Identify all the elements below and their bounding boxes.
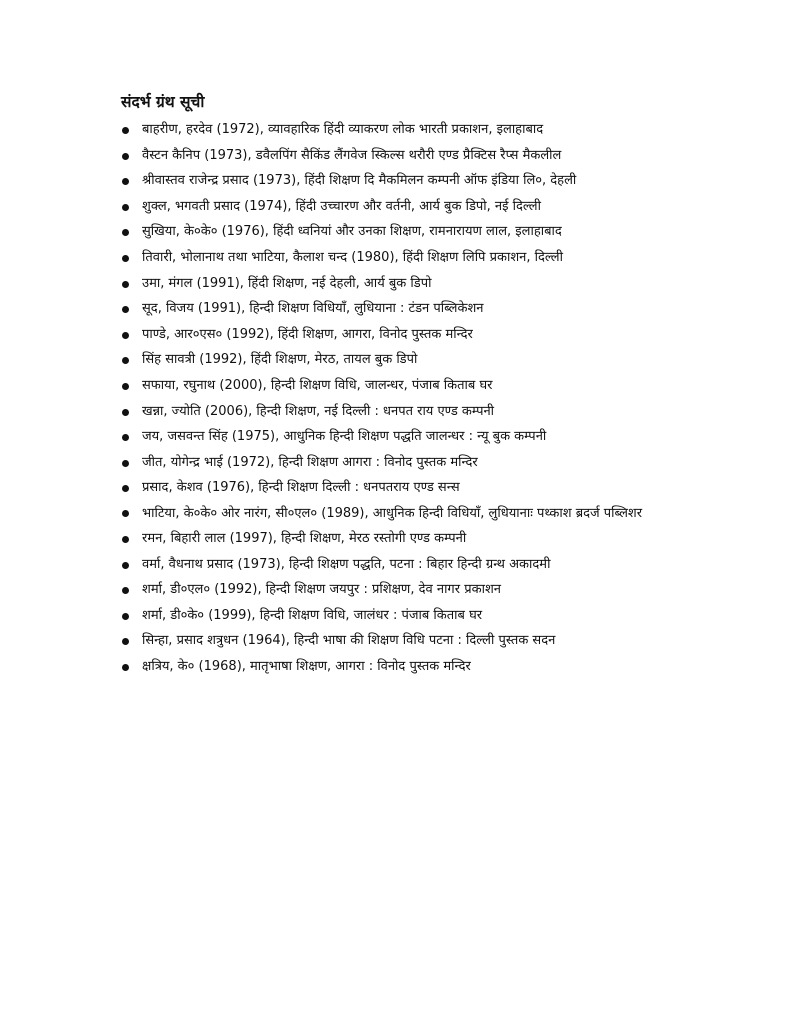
reference-text: बाहरीण, हरदेव (1972), व्यावहारिक हिंदी व्याकरण लोक भारती प्रकाशन, इलाहाबाद bbox=[142, 122, 544, 137]
reference-text: शर्मा, डी०एल० (1992), हिन्दी शिक्षण जयपुर : प्रशिक्षण, देव नागर प्रकाशन bbox=[142, 582, 502, 598]
reference-text: खन्ना, ज्योति (2006), हिन्दी शिक्षण, नई दिल्ली : धनपत राय एण्ड कम्पनी bbox=[142, 403, 495, 419]
reference-text: क्षत्रिय, के० (1968), मातृभाषा शिक्षण, आगरा : विनोद पुस्तक मन्दिर bbox=[142, 658, 471, 674]
reference-text: प्रसाद, केशव (1976), हिन्दी शिक्षण दिल्ली : धनपतराय एण्ड सन्स bbox=[142, 480, 460, 496]
reference-text: सफाया, रघुनाथ (2000), हिन्दी शिक्षण विधि, जालन्धर, पंजाब किताब घर bbox=[142, 377, 493, 393]
reference-text: वैस्टन कैनिप (1973), डवैलपिंग सैकिंड लैंगवेज स्किल्स थरौरी एण्ड प्रैक्टिस रैप्स मैकलील bbox=[142, 147, 562, 163]
reference-text: जीत, योगेन्द्र भाई (1972), हिन्दी शिक्षण आगरा : विनोद पुस्तक मन्दिर bbox=[142, 454, 478, 470]
reference-text: पाण्डे, आर०एस० (1992), हिंदी शिक्षण, आगरा, विनोद पुस्तक मन्दिर bbox=[142, 326, 473, 342]
bullet-icon bbox=[122, 536, 129, 543]
reference-item bbox=[121, 577, 721, 603]
reference-item bbox=[121, 219, 721, 245]
reference-item bbox=[121, 526, 721, 552]
reference-item bbox=[121, 245, 721, 271]
reference-item bbox=[121, 322, 721, 348]
reference-text: सूद, विजय (1991), हिन्दी शिक्षण विधियाँ, लुधियाना : टंडन पब्लिकेशन bbox=[142, 301, 484, 317]
reference-text: श्रीवास्तव राजेन्द्र प्रसाद (1973), हिंदी शिक्षण दि मैकमिलन कम्पनी ऑफ इंडिया लि०, देहली bbox=[142, 173, 577, 189]
reference-text: सिन्हा, प्रसाद शत्रुधन (1964), हिन्दी भाषा की शिक्षण विधि पटना : दिल्ली पुस्तक सदन bbox=[142, 633, 556, 649]
reference-text: तिवारी, भोलानाथ तथा भाटिया, कैलाश चन्द (1980), हिंदी शिक्षण लिपि प्रकाशन, दिल्ली bbox=[142, 249, 563, 265]
reference-item bbox=[121, 654, 721, 680]
reference-text: शुक्ल, भगवती प्रसाद (1974), हिंदी उच्चारण और वर्तनी, आर्य बुक डिपो, नई दिल्ली bbox=[142, 198, 541, 214]
bullet-icon bbox=[122, 306, 129, 313]
reference-item bbox=[121, 450, 721, 476]
reference-item bbox=[121, 552, 721, 578]
bullet-icon bbox=[122, 613, 129, 620]
bullet-icon bbox=[122, 638, 129, 645]
bullet-icon bbox=[122, 587, 129, 594]
reference-item bbox=[121, 194, 721, 220]
bullet-icon bbox=[122, 204, 129, 211]
bullet-icon bbox=[122, 332, 129, 339]
bullet-icon bbox=[122, 357, 129, 364]
reference-item bbox=[121, 399, 721, 425]
reference-text: जय, जसवन्त सिंह (1975), आधुनिक हिन्दी शिक्षण पद्धति जालन्धर : न्यू बुक कम्पनी bbox=[142, 429, 547, 445]
reference-text: रमन, बिहारी लाल (1997), हिन्दी शिक्षण, मेरठ रस्तोगी एण्ड कम्पनी bbox=[142, 530, 467, 546]
reference-list bbox=[121, 117, 721, 679]
reference-text: भाटिया, के०के० ओर नारंग, सी०एल० (1989), आधुनिक हिन्दी विधियाँ, लुधियानाः पथ्काश ब्रदर्ज पब्लिशर bbox=[142, 505, 643, 521]
reference-text: सिंह सावत्री (1992), हिंदी शिक्षण, मेरठ, तायल बुक डिपो bbox=[142, 352, 418, 368]
bullet-icon bbox=[122, 153, 129, 160]
bullet-icon bbox=[122, 510, 129, 517]
bullet-icon bbox=[122, 127, 129, 134]
bullet-icon bbox=[122, 255, 129, 262]
bullet-icon bbox=[122, 664, 129, 671]
reference-item bbox=[121, 373, 721, 399]
bibliography-heading: संदर्भ ग्रंथ सूची bbox=[121, 93, 205, 111]
reference-text: उमा, मंगल (1991), हिंदी शिक्षण, नई देहली, आर्य बुक डिपो bbox=[142, 275, 432, 291]
reference-item bbox=[121, 347, 721, 373]
reference-item bbox=[121, 475, 721, 501]
reference-item bbox=[121, 296, 721, 322]
reference-text: वर्मा, वैधनाथ प्रसाद (1973), हिन्दी शिक्षण पद्धति, पटना : बिहार हिन्दी ग्रन्थ अकादमी bbox=[142, 556, 551, 572]
bullet-icon bbox=[122, 178, 129, 185]
reference-text: शर्मा, डी०के० (1999), हिन्दी शिक्षण विधि, जालंधर : पंजाब किताब घर bbox=[142, 607, 483, 623]
bullet-icon bbox=[122, 562, 129, 569]
reference-item bbox=[121, 628, 721, 654]
bullet-icon bbox=[122, 485, 129, 492]
bullet-icon bbox=[122, 281, 129, 288]
bullet-icon bbox=[122, 409, 129, 416]
bullet-icon bbox=[122, 460, 129, 467]
reference-item bbox=[121, 603, 721, 629]
reference-item bbox=[121, 501, 721, 526]
reference-item bbox=[121, 117, 721, 143]
bullet-icon bbox=[122, 434, 129, 441]
bullet-icon bbox=[122, 229, 129, 236]
reference-item bbox=[121, 424, 721, 450]
reference-item bbox=[121, 143, 721, 169]
reference-text: सुखिया, के०के० (1976), हिंदी ध्वनियां और उनका शिक्षण, रामनारायण लाल, इलाहाबाद bbox=[142, 224, 562, 240]
reference-item bbox=[121, 168, 721, 194]
reference-item bbox=[121, 271, 721, 297]
bullet-icon bbox=[122, 383, 129, 390]
